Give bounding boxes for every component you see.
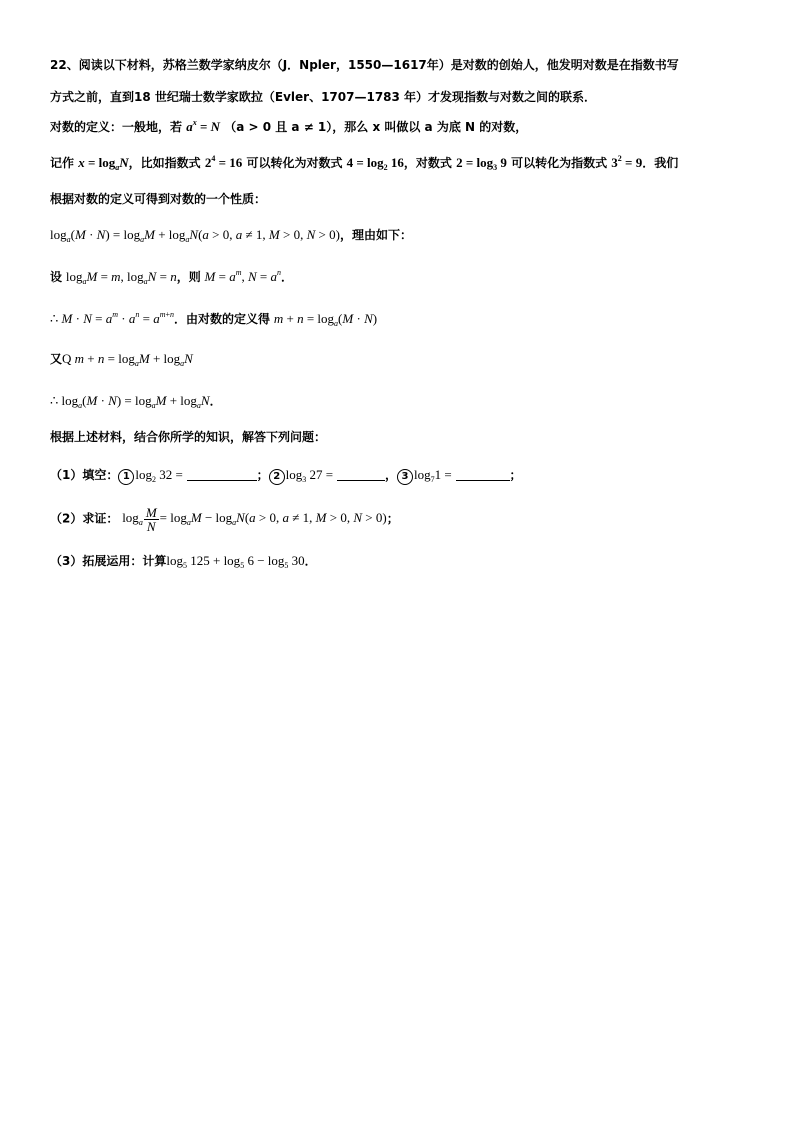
product-line [50, 310, 377, 328]
formula-compute: $\log_5 125 + \log_5 6 - \log_5 30$ [166, 553, 305, 570]
sep-1: ； [256, 468, 269, 482]
formula-product-power: ∴ $M \cdot N = a^m \cdot a^n = a^{m+n}$ [50, 310, 174, 326]
formula-log7-1: $\log_71$ = [413, 467, 452, 484]
sep-2: ， [384, 468, 397, 482]
blank-2[interactable] [337, 468, 385, 481]
question-1 [50, 466, 522, 485]
formula-log3-27: $\log_3 27$ = [285, 467, 334, 484]
q1-label: （1）填空： [50, 468, 119, 482]
question-3 [50, 552, 317, 570]
definition-condition: （a > 0 且 a ≠ 1），那么 x 叫做以 a 为底 N 的对数， [224, 120, 528, 134]
questions-intro: 根据上述材料，结合你所学的知识，解答下列问题： [50, 430, 327, 444]
formula-m-plus-n: $m + n = \log_a(M \cdot N)$ [273, 311, 378, 328]
conclusion-end: ． [209, 394, 222, 408]
formula-again: Q $m + n = \log_aM + \log_aN$ [62, 351, 193, 368]
property-line [50, 226, 412, 244]
q2-label: （2）求证： [50, 511, 119, 526]
circled-number-3: 3 [397, 469, 413, 485]
circled-number-1: 1 [118, 469, 134, 485]
formula-2-log3-9: $2 = \log_3 9$ [456, 155, 507, 172]
formula-log2-32: $\log_2 32$ = [135, 467, 183, 484]
formula-ax-eq-n: $a^x = N$ [186, 118, 221, 134]
then-label: ，则 [176, 270, 201, 284]
q2-end: ； [386, 511, 399, 526]
q3-label: （3）拓展运用：计算 [50, 554, 167, 568]
fraction-m-over-n: $\frac{M}{N}$ [145, 505, 157, 534]
definition-lead: 对数的定义：一般地，若 [50, 120, 183, 134]
circled-number-2: 2 [269, 469, 285, 485]
q3-end: ． [304, 554, 317, 568]
formula-conclusion: ∴ $\log_a(M \cdot N) = \log_aM + \log_aN$ [50, 393, 210, 410]
intro-line-2 [50, 88, 596, 106]
record-line [50, 154, 678, 172]
formula-log-quotient: $\log_a$ $\frac{M}{N}$ = $\log_aM - \log_aN(a > 0$, a ≠ 1, M > 0, N > 0) [122, 505, 387, 534]
example-text-5: ．我们 [642, 156, 679, 170]
formula-log-product: $\log_a(M \cdot N) = \log_aM + \log_aN(a > 0$, a ≠ 1, M > 0, N > 0) [50, 227, 340, 244]
example-text-4: 可以转化为指数式 [511, 156, 608, 170]
intro-text-1: 阅读以下材料，苏格兰数学家纳皮尔（J．Npler，1550—1617年）是对数的创始人，他发明对数是在指数书写 [78, 58, 679, 72]
definition-line [50, 118, 527, 136]
again-label: 又 [50, 352, 63, 366]
by-def-text: ．由对数的定义得 [174, 312, 271, 326]
again-line [50, 350, 193, 368]
formula-4-log2-16: $4 = \log_2 16$ [346, 155, 404, 172]
question-2 [50, 506, 399, 533]
formula-x-eq-log: $x = \log_aN$ [78, 155, 129, 172]
property-intro: 根据对数的定义可得到对数的一个性质： [50, 192, 267, 206]
intro-text-2: 方式之前，直到18 世纪瑞士数学家欧拉（Evler、1707—1783 年）才发现指数与对数之间的联系． [50, 90, 597, 104]
example-text-1: ，比如指数式 [128, 156, 201, 170]
property-intro-line [50, 190, 266, 208]
let-end: ． [281, 270, 294, 284]
questions-intro-line [50, 428, 326, 446]
blank-3[interactable] [456, 468, 510, 481]
formula-2-4-16: $2^4 = 16$ [204, 154, 243, 170]
reason-text: ，理由如下： [339, 228, 412, 242]
formula-3-2-9: $3^2 = 9$ [611, 154, 643, 170]
let-label: 设 [50, 270, 63, 284]
example-text-2: 可以转化为对数式 [246, 156, 343, 170]
conclusion-line [50, 392, 222, 410]
let-line [50, 268, 293, 286]
example-text-3: ，对数式 [403, 156, 452, 170]
question-number: 22、 [50, 58, 79, 72]
intro-line-1 [50, 56, 679, 74]
blank-1[interactable] [187, 468, 257, 481]
formula-let: $\log_aM = m$, $\log_aN = n$ [65, 269, 177, 286]
sep-3: ； [509, 468, 522, 482]
record-label: 记作 [50, 156, 75, 170]
formula-m-n-powers: $M = a^m$, $N = a^n$ [204, 268, 282, 284]
